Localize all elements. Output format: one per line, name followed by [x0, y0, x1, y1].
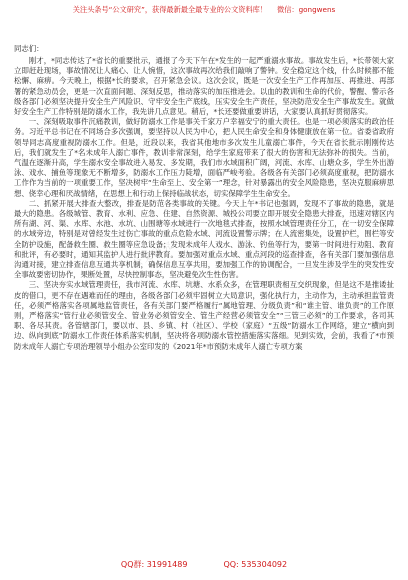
wechat-id[interactable]: 微信：gongwens	[277, 5, 336, 14]
paragraph-section-3: 三、坚决夯实水域管理责任，我市河流、水库、坑塘、水系众多，在管理职责相互交织现象，但是这不是推诿扯皮的借口，更不存在遇难而任的理由，各级各部门必须牢固树立大局意识，强化执行力，主动作为，主动承担监管责任，必须严格落实各项属地监管责任，各有关部门要严格履行“属地管理、分级负责”和“谁主管、谁负责”的工作原则，严格落实“管行业必须管安全、管业务必须管安全、管生产经营必须管安全”“三管三必须”的工作要求，各司其职、各尽其责。各管辖部门，要以市、县、乡镇、村（社区）、学校（家庭）“五级”防溺水工作网络，建立“横向到边、纵向到底”防溺水工作责任体系落实机制，坚决将各项防溺水管控措施落实落细。见到实效，会前，我看了*市预防未成年人溺亡专项治理领导小组办公室印发的《2021年*市预防未成年人溺亡专项方案	[14, 280, 394, 351]
salutation: 同志们：	[14, 44, 44, 53]
watermark: 公文研究	[130, 240, 175, 271]
promo-banner	[0, 3, 408, 17]
paragraph-intro: 刚才，*同志传达了*省长的重要批示，通报了今天下午在*发生的一起严重溺水事故。事故发生后，*长带领大家立即赶赴现场，事故情况让人痛心、让人惋惜，这次事故再次给我们敲响了警钟。安全稳定这个线，什么时候都不能松懈、麻痹。今天晚上，根据*长的要求，召开紧急会议。这次会议，既是一次安全生产工作再加压、再推进、再部署的紧急动员会，更是一次直面问题、深刻反思，推动落实的加压推进会。以血的教训和生命的代价，警醒、警示各级各部门必须坚决提升安全生产风险识、守牢安全生产底线，压实安全生产责任，坚决防范安全生产事故发生。就做好安全生产工作特别是防溺水工作，我先讲几点意见。稍后，*长还要做重要讲话，大家要认真抓好贯彻落实。	[14, 56, 394, 117]
speech-body	[14, 56, 394, 352]
promo-link[interactable]: 关注头条号“公文研究”，获得最新最全最专业的公文资料库！	[72, 5, 268, 14]
qq-number[interactable]: QQ: 535304092	[223, 560, 288, 569]
paragraph-section-2: 二、抓紧开展大排查大整改，排查是防范各类事故的关键。今天上午*书记也强调，发现不了事故的隐患，就是最大的隐患。各级城管、教育、水利、应急、住建、自然资源、城投公司要立即开展安全隐患大排查，迅速对辖区内所有湖、河、渠、水库、水池、水坑、山围塘等水域进行一次地毯式排查，按照水域管理责任分工，在一切安全保障的水域旁边，特别是对曾经发生过伤亡事故的重点危险水域、河流设置警示牌；在人流密集处，设置护栏，围栏等安全防护设施，配备救生圈、救生圈等应急设备；发现未成年人戏水、游泳、钓鱼等行为，要第一时间进行劝阻、教育和批评，有必要时，通知其监护人进行批评教育。要加强对重点水域、重点河段的巡查排查，各有关部门要加强信息沟通对接，建立排查信息互通共享机制，确保信息互享共用，要加强工作的协调配合，一旦发生涉及学生的突发性安全事故要密切协作，果断处置，尽快控制事态，坚决避免次生性伤害。	[14, 198, 394, 280]
paragraph-section-1: 一、深刻吸取事件沉痛教训，做好防溺水工作是事关千家万户幸福安宁的重大责任。也是一项必须落实的政治任务。习近平总书记在不同场合多次强调，要坚持以人民为中心，把人民生命安全和身体健康放在第一位。省委省政府领导同志高度重视防溺水工作。但是，近段以来，我省其他地市多次发生儿童溺亡事件，今天在省长批示刚刚传达后，我们就发生了*名未成年人溺亡事件，教训非常深刻，给学生家庭带来了很大的伤害和无法弥补的损失。当前，气温在逐渐升高，学生溺水安全事故进入易发、多发期，我们市水域面积广阔，河流、水库、山塘众多，学生外出游泳、戏水、捕鱼等现象无不断增多，防溺水工作压力陡增，面临严峻考验。各级各有关部门必须高度重视，把防溺水工作作为当前的一项重要工作，坚决树牢“生命至上、安全第一”理念，针对暴露出的安全风险隐患，坚决克服麻痹思想、侥幸心理和厌战情绪，在思想上和行动上保持临战状态，切实保障学生生命安全。	[14, 117, 394, 198]
contact-footer	[0, 555, 408, 575]
qq-group-number[interactable]: QQ群: 31991489	[120, 560, 188, 569]
